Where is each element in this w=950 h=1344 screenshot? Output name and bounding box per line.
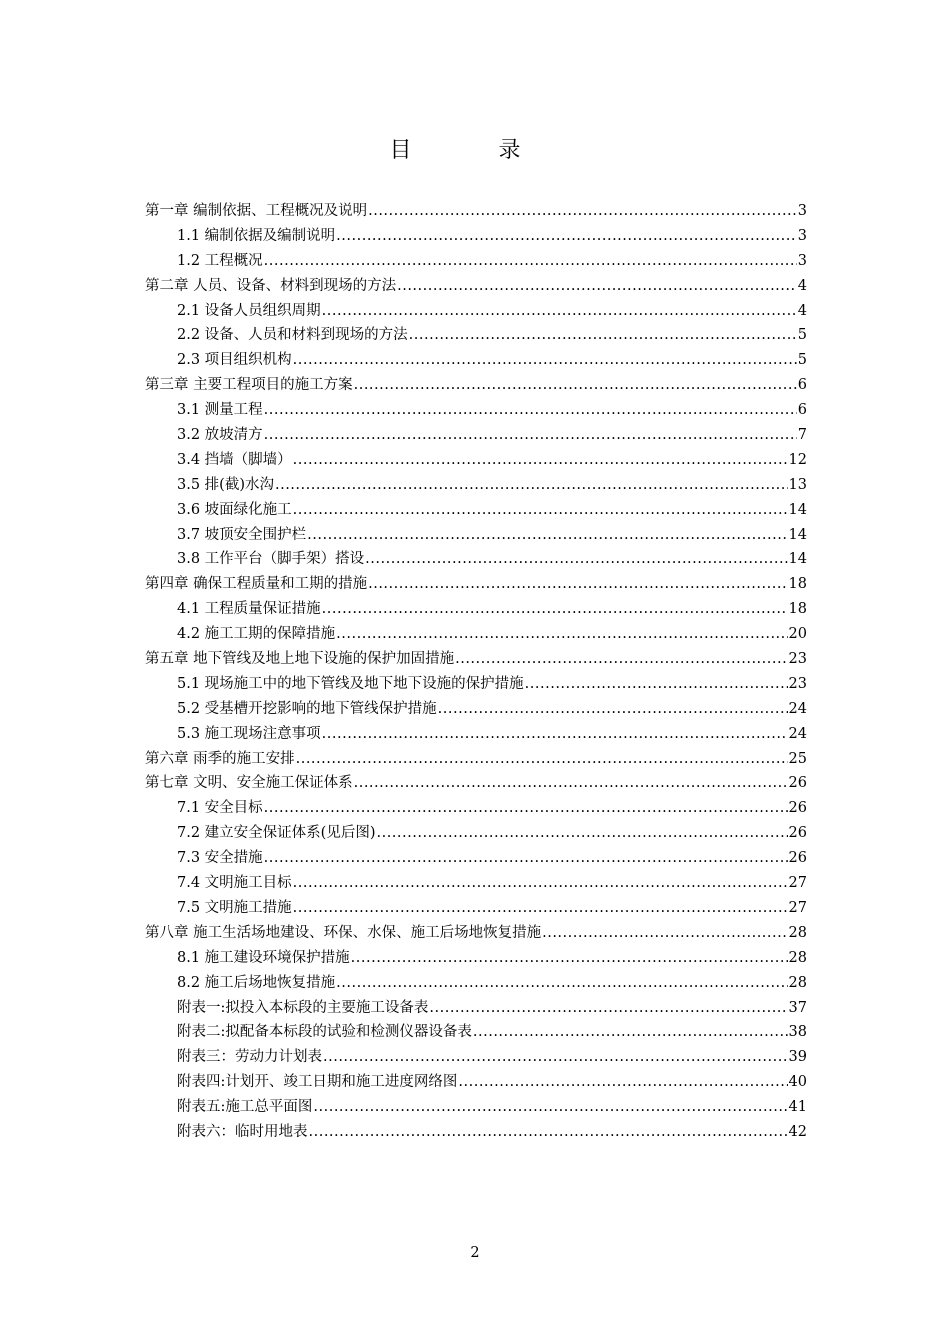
toc-dot-leader: [264, 249, 797, 274]
toc-dot-leader: [354, 771, 788, 796]
toc-entry-page: 3: [797, 203, 807, 219]
toc-dot-leader: [293, 896, 788, 921]
toc-chapter-entry[interactable]: [145, 747, 807, 772]
toc-entry-title: 1.2 工程概况: [177, 252, 263, 269]
toc-entry-page: 26: [788, 800, 807, 817]
toc-dot-leader: [336, 622, 787, 647]
toc-dot-leader: [336, 224, 797, 249]
toc-entry-page: 28: [788, 924, 807, 941]
toc-entry-title: 2.2 设备、人员和材料到现场的方法: [177, 327, 408, 344]
toc-section-entry[interactable]: [145, 224, 807, 249]
toc-dot-leader: [368, 572, 787, 597]
toc-entry-page: 18: [788, 576, 807, 593]
toc-section-entry[interactable]: [145, 722, 807, 747]
toc-dot-leader: [351, 946, 788, 971]
toc-dot-leader: [525, 672, 788, 697]
toc-dot-leader: [458, 1070, 787, 1095]
toc-dot-leader: [473, 1020, 788, 1045]
toc-section-entry[interactable]: [145, 871, 807, 896]
toc-section-entry[interactable]: [145, 448, 807, 473]
toc-entry-page: 18: [788, 601, 807, 618]
toc-dot-leader: [354, 373, 797, 398]
toc-entry-page: 5: [797, 352, 807, 369]
toc-section-entry[interactable]: [145, 498, 807, 523]
toc-section-entry[interactable]: [145, 1045, 807, 1070]
toc-title: 目 录: [389, 138, 561, 163]
toc-entry-title: 7.1 安全目标: [177, 800, 263, 817]
toc-entry-page: 23: [788, 651, 807, 668]
toc-dot-leader: [307, 523, 787, 548]
toc-entry-page: 13: [788, 476, 807, 493]
toc-dot-leader: [293, 871, 788, 896]
toc-entry-title: 8.1 施工建设环境保护措施: [177, 949, 350, 966]
toc-entry-page: 27: [788, 875, 807, 892]
toc-entry-title: 第六章 雨季的施工安排: [145, 750, 295, 767]
toc-entry-page: 26: [788, 775, 807, 792]
toc-entry-page: 3: [797, 227, 807, 244]
toc-entry-page: 41: [788, 1099, 807, 1116]
toc-section-entry[interactable]: [145, 1095, 807, 1120]
toc-entry-title: 第八章 施工生活场地建设、环保、水保、施工后场地恢复措施: [145, 924, 542, 941]
toc-entry-title: 3.2 放坡清方: [177, 427, 263, 444]
toc-dot-leader: [455, 647, 787, 672]
toc-section-entry[interactable]: [145, 547, 807, 572]
toc-entry-title: 4.2 施工工期的保障措施: [177, 626, 336, 643]
toc-entry-title: 3.7 坡顶安全围护栏: [177, 526, 307, 543]
toc-entry-title: 7.4 文明施工目标: [177, 875, 292, 892]
toc-entry-page: 25: [788, 750, 807, 767]
toc-entry-page: 3: [797, 252, 807, 269]
toc-entry-title: 7.3 安全措施: [177, 850, 263, 867]
toc-dot-leader: [313, 1095, 787, 1120]
toc-entry-page: 14: [788, 526, 807, 543]
toc-dot-leader: [322, 722, 788, 747]
toc-entry-title: 附表四:计划开、竣工日期和施工进度网络图: [177, 1074, 458, 1091]
toc-section-entry[interactable]: [145, 672, 807, 697]
toc-section-entry[interactable]: [145, 697, 807, 722]
table-of-contents: [145, 199, 807, 1145]
toc-dot-leader: [264, 846, 788, 871]
toc-dot-leader: [429, 996, 787, 1021]
toc-chapter-entry[interactable]: [145, 921, 807, 946]
toc-section-entry[interactable]: [145, 323, 807, 348]
toc-chapter-entry[interactable]: [145, 373, 807, 398]
toc-entry-title: 附表五:施工总平面图: [177, 1099, 313, 1116]
toc-entry-title: 第七章 文明、安全施工保证体系: [145, 775, 353, 792]
toc-section-entry[interactable]: [145, 1070, 807, 1095]
toc-dot-leader: [322, 299, 797, 324]
toc-entry-title: 附表一:拟投入本标段的主要施工设备表: [177, 999, 429, 1016]
toc-chapter-entry[interactable]: [145, 771, 807, 796]
toc-entry-page: 6: [797, 402, 807, 419]
toc-entry-title: 3.4 挡墙（脚墙）: [177, 451, 292, 468]
toc-entry-title: 7.5 文明施工措施: [177, 899, 292, 916]
toc-entry-page: 27: [788, 899, 807, 916]
toc-entry-page: 23: [788, 675, 807, 692]
toc-dot-leader: [376, 821, 787, 846]
toc-entry-title: 附表二:拟配备本标段的试验和检测仪器设备表: [177, 1024, 472, 1041]
toc-entry-page: 14: [788, 501, 807, 518]
toc-dot-leader: [264, 423, 797, 448]
toc-dot-leader: [309, 1120, 788, 1145]
toc-section-entry[interactable]: [145, 523, 807, 548]
toc-dot-leader: [322, 597, 788, 622]
toc-dot-leader: [264, 398, 797, 423]
toc-dot-leader: [293, 448, 788, 473]
toc-dot-leader: [365, 547, 787, 572]
toc-entry-title: 7.2 建立安全保证体系(见后图): [177, 825, 376, 842]
toc-entry-page: 26: [788, 850, 807, 867]
toc-entry-title: 3.5 排(截)水沟: [177, 476, 274, 493]
toc-dot-leader: [323, 1045, 788, 1070]
toc-entry-page: 28: [788, 949, 807, 966]
toc-chapter-entry[interactable]: [145, 572, 807, 597]
toc-entry-page: 42: [788, 1123, 807, 1140]
toc-section-entry[interactable]: [145, 946, 807, 971]
toc-entry-title: 第三章 主要工程项目的施工方案: [145, 377, 353, 394]
toc-dot-leader: [409, 323, 797, 348]
toc-entry-page: 26: [788, 825, 807, 842]
toc-dot-leader: [293, 348, 797, 373]
toc-dot-leader: [296, 747, 788, 772]
toc-entry-page: 24: [788, 725, 807, 742]
toc-section-entry[interactable]: [145, 1120, 807, 1145]
toc-entry-title: 2.1 设备人员组织周期: [177, 302, 321, 319]
toc-dot-leader: [542, 921, 787, 946]
toc-entry-title: 附表六：临时用地表: [177, 1123, 308, 1140]
toc-section-entry[interactable]: [145, 622, 807, 647]
toc-dot-leader: [438, 697, 788, 722]
toc-entry-page: 5: [797, 327, 807, 344]
toc-entry-title: 1.1 编制依据及编制说明: [177, 227, 336, 244]
toc-entry-page: 28: [788, 974, 807, 991]
toc-dot-leader: [275, 473, 788, 498]
toc-chapter-entry[interactable]: [145, 274, 807, 299]
toc-entry-page: 6: [797, 377, 807, 394]
toc-section-entry[interactable]: [145, 423, 807, 448]
toc-entry-title: 第五章 地下管线及地上地下设施的保护加固措施: [145, 651, 455, 668]
toc-entry-title: 3.1 测量工程: [177, 402, 263, 419]
toc-entry-title: 第四章 确保工程质量和工期的措施: [145, 576, 368, 593]
toc-entry-page: 7: [797, 427, 807, 444]
toc-entry-title: 8.2 施工后场地恢复措施: [177, 974, 336, 991]
toc-section-entry[interactable]: [145, 821, 807, 846]
toc-dot-leader: [368, 199, 797, 224]
toc-entry-page: 39: [788, 1049, 807, 1066]
toc-entry-page: 24: [788, 700, 807, 717]
toc-entry-title: 3.8 工作平台（脚手架）搭设: [177, 551, 365, 568]
toc-section-entry[interactable]: [145, 1020, 807, 1045]
toc-section-entry[interactable]: [145, 249, 807, 274]
toc-dot-leader: [293, 498, 788, 523]
toc-entry-title: 4.1 工程质量保证措施: [177, 601, 321, 618]
toc-section-entry[interactable]: [145, 846, 807, 871]
toc-entry-page: 14: [788, 551, 807, 568]
toc-section-entry[interactable]: [145, 348, 807, 373]
toc-dot-leader: [397, 274, 797, 299]
toc-entry-title: 5.2 受基槽开挖影响的地下管线保护措施: [177, 700, 437, 717]
toc-entry-page: 4: [797, 302, 807, 319]
toc-entry-title: 第二章 人员、设备、材料到现场的方法: [145, 277, 397, 294]
toc-section-entry[interactable]: [145, 473, 807, 498]
toc-dot-leader: [336, 971, 787, 996]
toc-entry-title: 附表三：劳动力计划表: [177, 1049, 322, 1066]
toc-entry-page: 37: [788, 999, 807, 1016]
toc-section-entry[interactable]: [145, 597, 807, 622]
toc-entry-title: 第一章 编制依据、工程概况及说明: [145, 203, 368, 219]
toc-dot-leader: [264, 796, 788, 821]
toc-section-entry[interactable]: [145, 996, 807, 1021]
toc-chapter-entry[interactable]: [145, 199, 807, 224]
toc-chapter-entry[interactable]: [145, 647, 807, 672]
toc-entry-title: 5.3 施工现场注意事项: [177, 725, 321, 742]
toc-section-entry[interactable]: [145, 398, 807, 423]
toc-entry-page: 12: [788, 451, 807, 468]
toc-entry-title: 2.3 项目组织机构: [177, 352, 292, 369]
toc-section-entry[interactable]: [145, 971, 807, 996]
page-number: 2: [470, 1245, 480, 1261]
toc-section-entry[interactable]: [145, 796, 807, 821]
toc-section-entry[interactable]: [145, 299, 807, 324]
toc-entry-page: 40: [788, 1074, 807, 1091]
toc-entry-title: 3.6 坡面绿化施工: [177, 501, 292, 518]
toc-entry-page: 38: [788, 1024, 807, 1041]
toc-entry-title: 5.1 现场施工中的地下管线及地下地下设施的保护措施: [177, 675, 524, 692]
toc-entry-page: 4: [797, 277, 807, 294]
toc-section-entry[interactable]: [145, 896, 807, 921]
toc-entry-page: 20: [788, 626, 807, 643]
